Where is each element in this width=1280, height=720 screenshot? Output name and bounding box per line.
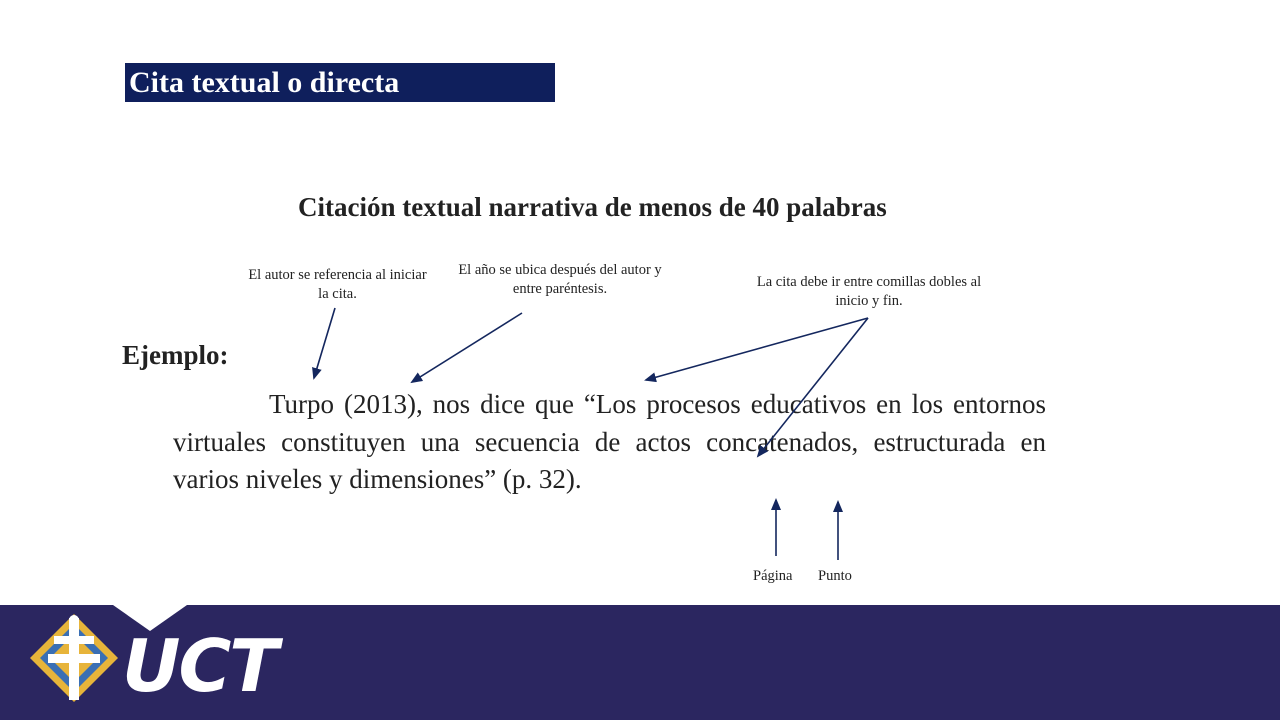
annotation-autor: El autor se referencia al iniciar la cita.: [248, 267, 427, 302]
arrow-comillas-fin: [758, 318, 868, 456]
quote-paragraph: Turpo (2013), nos dice que “Los procesos educativos en los entornos virtuales constituyen una secuencia de actos concatenados, estructurada en varios niveles y dimensiones” (p. 32).: [173, 389, 1046, 494]
arrow-comillas-inicio: [646, 318, 868, 380]
label-pagina: Página: [753, 568, 793, 584]
arrow-anio: [412, 313, 522, 382]
label-punto: Punto: [818, 568, 852, 584]
slide-title: Cita textual o directa: [125, 63, 555, 102]
logo-text: UCT: [122, 624, 277, 708]
slide-subtitle: Citación textual narrativa de menos de 40 palabras: [298, 192, 887, 222]
annotation-comillas: La cita debe ir entre comillas dobles al inicio y fin.: [756, 274, 982, 309]
cross-emblem-icon: [28, 612, 120, 708]
annotation-anio: El año se ubica después del autor y entre paréntesis.: [458, 262, 662, 297]
example-label: Ejemplo:: [122, 340, 229, 370]
arrow-autor: [314, 308, 335, 378]
